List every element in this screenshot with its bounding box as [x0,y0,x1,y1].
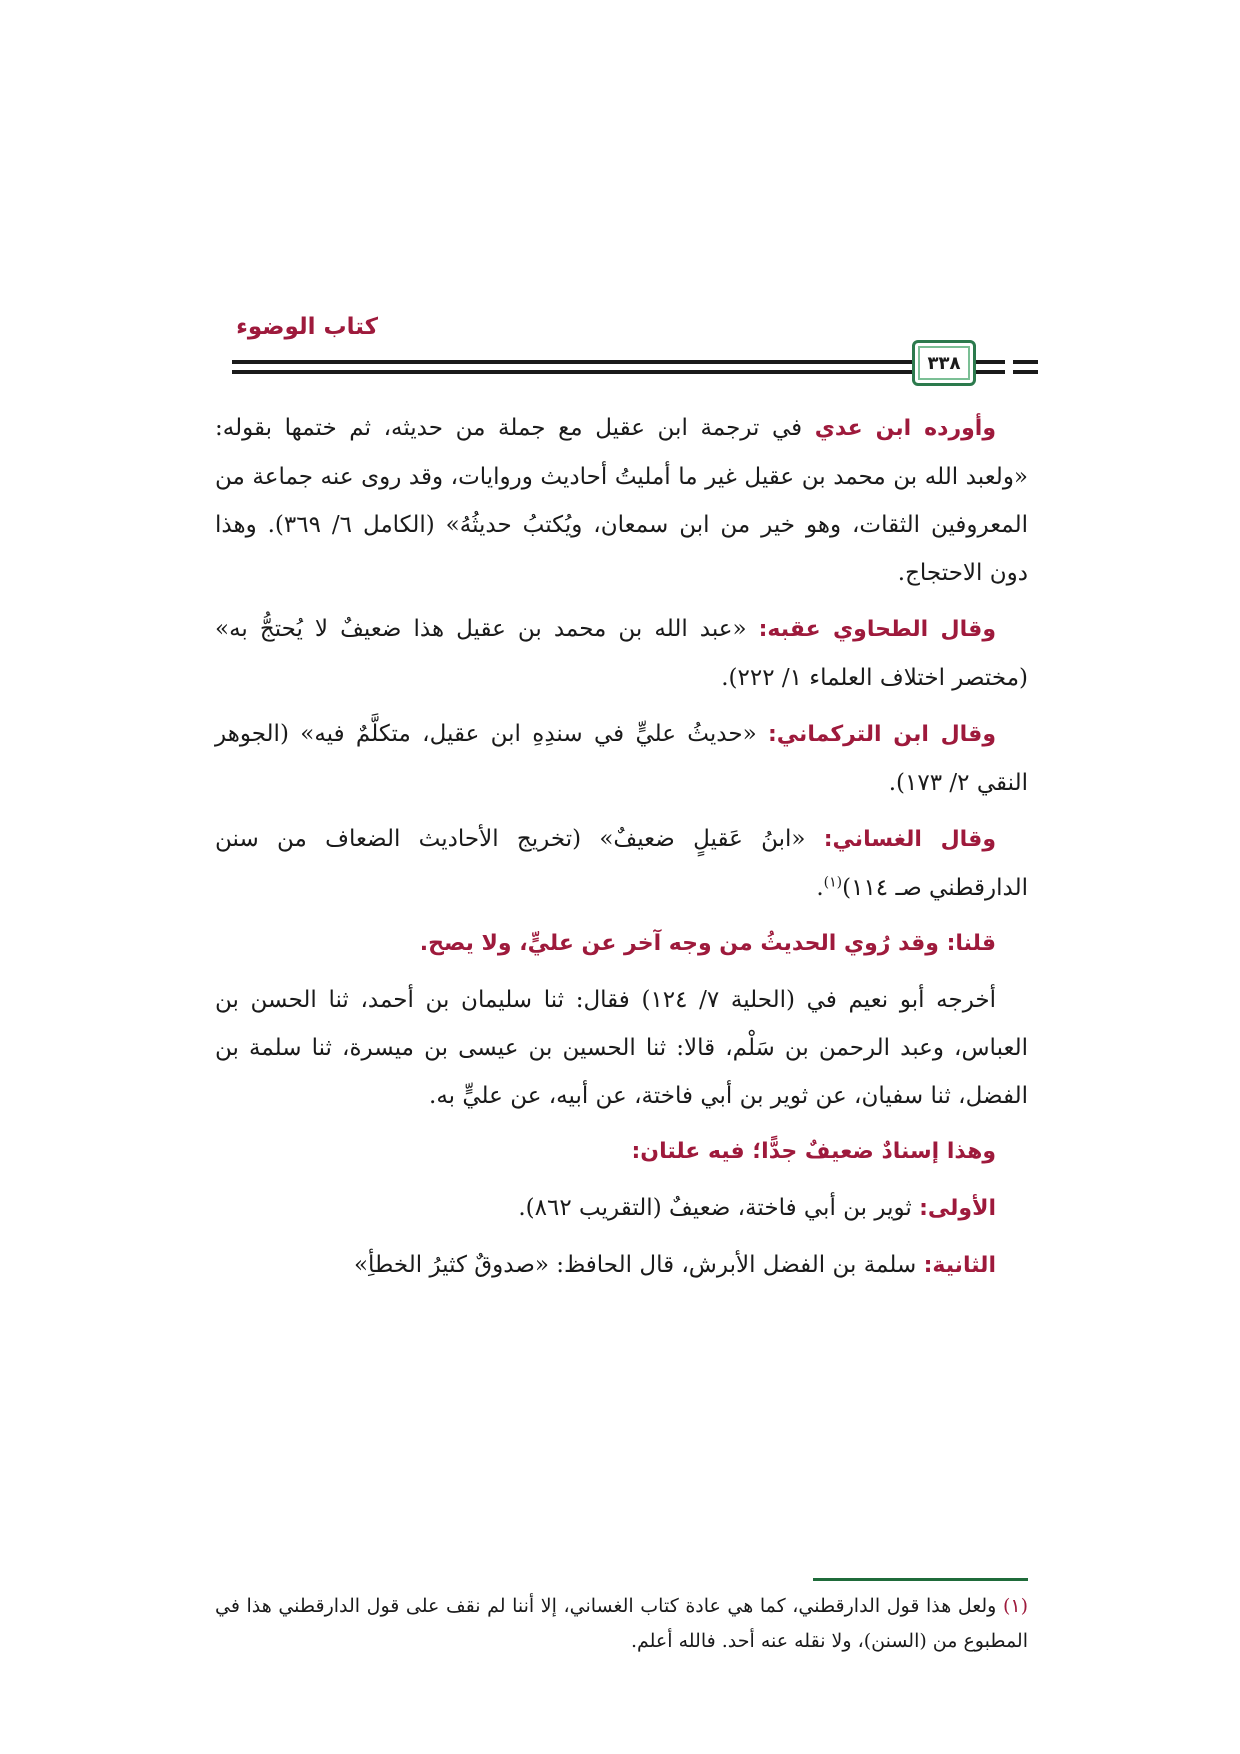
main-text [215,404,1028,1298]
header-rule-stub-top [1013,360,1038,364]
section-heading-isnad: وهذا إسنادٌ ضعيفٌ جدًّا؛ فيه علتان: [631,1139,996,1164]
paragraph-text: «ابنُ عَقيلٍ ضعيفٌ» (تخريج الأحاديث الضعاف من سنن الدارقطني صـ ١١٤) [215,826,1028,901]
paragraph-turkmani [215,710,1028,807]
heading-text: وقد رُوي الحديثُ من وجه آخر عن عليٍّ، ولا يصح. [419,931,939,956]
paragraph-tahawi [215,605,1028,702]
header-rule-stub-bottom [1013,370,1038,374]
paragraph-abu-nuaym: أخرجه أبو نعيم في (الحلية ٧/ ١٢٤) فقال: ثنا سليمان بن أحمد، ثنا الحسن بن العباس، وعبد الرحمن بن سَلْم، قالا: ثنا الحسين بن عيسى بن ميسرة، ثنا سلمة بن الفضل، ثنا سفيان، عن ثوير بن أبي فاختة، عن أبيه، عن عليٍّ به. [215,987,1028,1109]
paragraph-label: وقال الطحاوي عقبه: [758,617,996,642]
footnote-marker: (١) [1002,1595,1028,1617]
header-rule-top [232,360,1005,364]
footnote [215,1589,1028,1659]
paragraph-text: في ترجمة ابن عقيل مع جملة من حديثه، ثم ختمها بقوله: «ولعبد الله بن محمد بن عقيل غير ما أمليتُ أحاديث وروايات، وقد روى عنه جماعة من المعروفين الثقات، وهو خير من ابن سمعان، ويُكتبُ حديثُهُ» (الكامل ٦/ ٣٦٩). وهذا دون الاحتجاج. [215,415,1029,586]
page-number-frame [912,340,976,386]
paragraph-label: وقال الغساني: [823,827,996,852]
cause-text: ثوير بن أبي فاختة، ضعيفٌ (التقريب ٨٦٢). [518,1195,920,1221]
cause-first [215,1184,1028,1233]
paragraph-ibn-adi [215,404,1028,597]
header-rule-bottom [232,370,1005,374]
footnote-reference[interactable]: (١) [823,874,843,891]
page-number: ٣٣٨ [927,352,961,374]
heading-prefix: قلنا: [938,931,996,956]
paragraph-ghassani [215,815,1028,912]
cause-label: الأولى: [919,1196,996,1221]
paragraph-text: «عبد الله بن محمد بن عقيل هذا ضعيفٌ لا يُحتجُّ به» (مختصر اختلاف العلماء ١/ ٢٢٢). [215,616,1028,691]
paragraph-text: «حديثُ عليٍّ في سندِهِ ابن عقيل، متكلَّمٌ فيه» (الجوهر النقي ٢/ ١٧٣). [215,721,1028,796]
footnote-text: ولعل هذا قول الدارقطني، كما هي عادة كتاب الغساني، إلا أننا لم نقف على قول الدارقطني هذا في المطبوع من (السنن)، ولا نقله عنه أحد. فالله أعلم. [215,1595,1028,1652]
chapter-title: كتاب الوضوء [236,314,378,340]
paragraph-label: وأورده ابن عدي [814,416,996,441]
paragraph-label: وقال ابن التركماني: [768,722,996,747]
cause-text: سلمة بن الفضل الأبرش، قال الحافظ: «صدوقٌ كثيرُ الخطأِ» [353,1252,924,1278]
section-heading-qulna [215,920,1028,968]
footnote-separator [813,1578,1028,1581]
cause-second [215,1241,1028,1290]
cause-label: الثانية: [923,1253,996,1278]
paragraph-end: . [816,875,824,901]
